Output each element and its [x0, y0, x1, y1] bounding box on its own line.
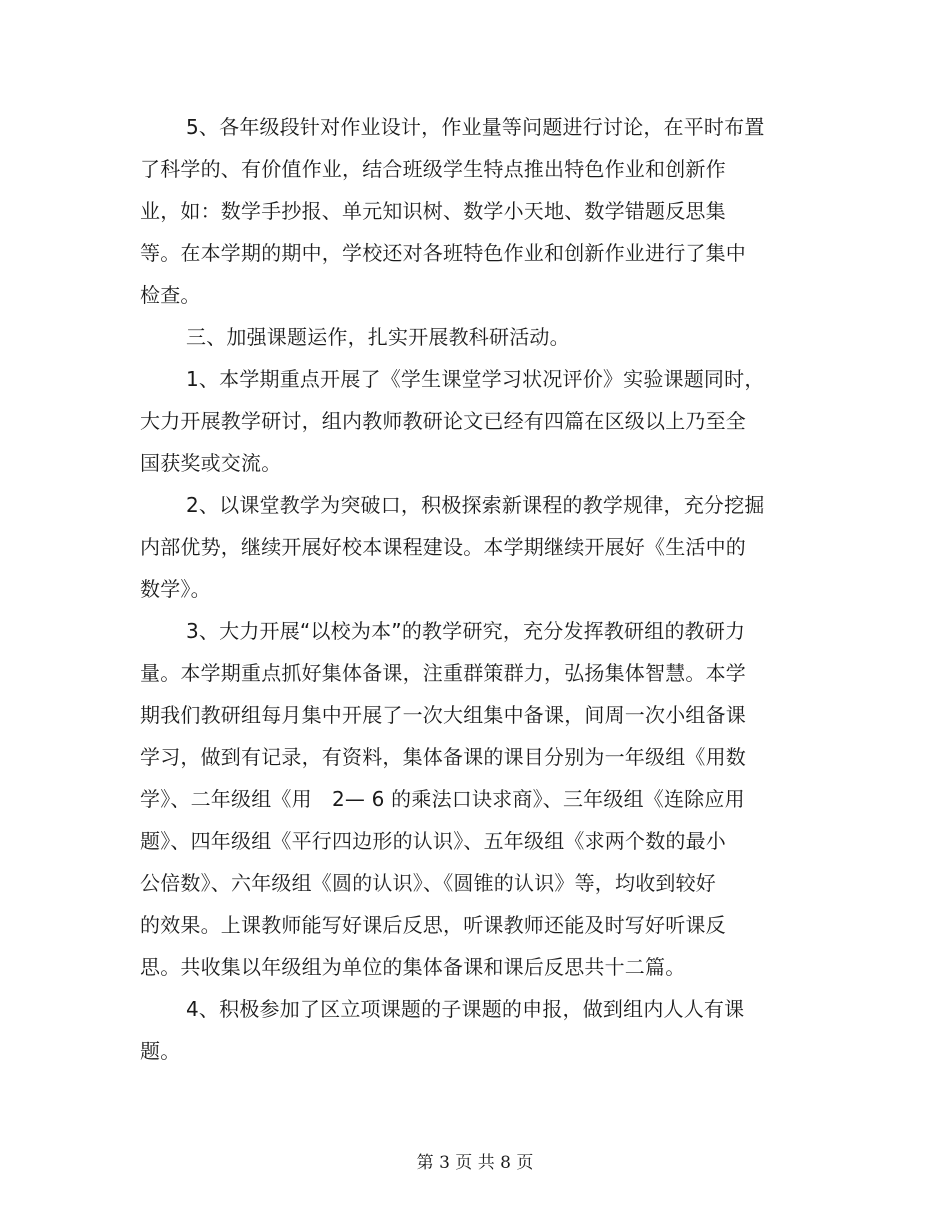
text-line: 5、各年级段针对作业设计，作业量等问题进行讨论，在平时布置 [186, 115, 765, 139]
text-line: 3、大力开展“以校为本”的教学研究，充分发挥教研组的教研力 [186, 619, 746, 643]
text-line: 量。本学期重点抓好集体备课，注重群策群力，弘扬集体智慧。本学 [140, 661, 746, 685]
text-line: 题。 [140, 1039, 181, 1063]
text-line: 期我们教研组每月集中开展了一次大组集中备课，间周一次小组备课 [140, 703, 746, 727]
text-line: 题》、四年级组《平行四边形的认识》、五年级组《求两个数的最小 [140, 829, 726, 853]
text-line: 了科学的、有价值作业，结合班级学生特点推出特色作业和创新作 [140, 157, 726, 181]
text-line: 的效果。上课教师能写好课后反思，听课教师还能及时写好听课反 [140, 913, 726, 937]
text-line: 学》、二年级组《用 2— 6 的乘法口诀求商》、三年级组《连除应用 [140, 787, 745, 811]
text-line: 内部优势，继续开展好校本课程建设。本学期继续开展好《生活中的 [140, 535, 746, 559]
text-line: 1、本学期重点开展了《学生课堂学习状况评价》实验课题同时， [186, 367, 765, 391]
text-line: 4、积极参加了区立项课题的子课题的申报，做到组内人人有课 [186, 997, 745, 1021]
text-line: 国获奖或交流。 [140, 451, 282, 475]
document-body [140, 106, 770, 1072]
text-line: 检查。 [140, 283, 201, 307]
text-line: 数学》。 [140, 577, 211, 601]
text-line: 2、以课堂教学为突破口，积极探索新课程的教学规律，充分挖掘 [186, 493, 765, 517]
text-line: 思。共收集以年级组为单位的集体备课和课后反思共十二篇。 [140, 955, 686, 979]
section-heading: 三、加强课题运作，扎实开展教科研活动。 [186, 325, 570, 349]
text-line: 学习，做到有记录，有资料，集体备课的课目分别为一年级组《用数 [140, 745, 746, 769]
text-line: 大力开展教学研讨，组内教师教研论文已经有四篇在区级以上乃至全 [140, 409, 746, 433]
text-line: 公倍数》、六年级组《圆的认识》、《圆锥的认识》等，均收到较好 [140, 871, 716, 895]
page-footer [0, 1149, 950, 1177]
text-line: 等。在本学期的期中，学校还对各班特色作业和创新作业进行了集中 [140, 241, 746, 265]
text-line: 业，如：数学手抄报、单元知识树、数学小天地、数学错题反思集 [140, 199, 726, 223]
page-number: 第 3 页 共 8 页 [416, 1153, 534, 1173]
